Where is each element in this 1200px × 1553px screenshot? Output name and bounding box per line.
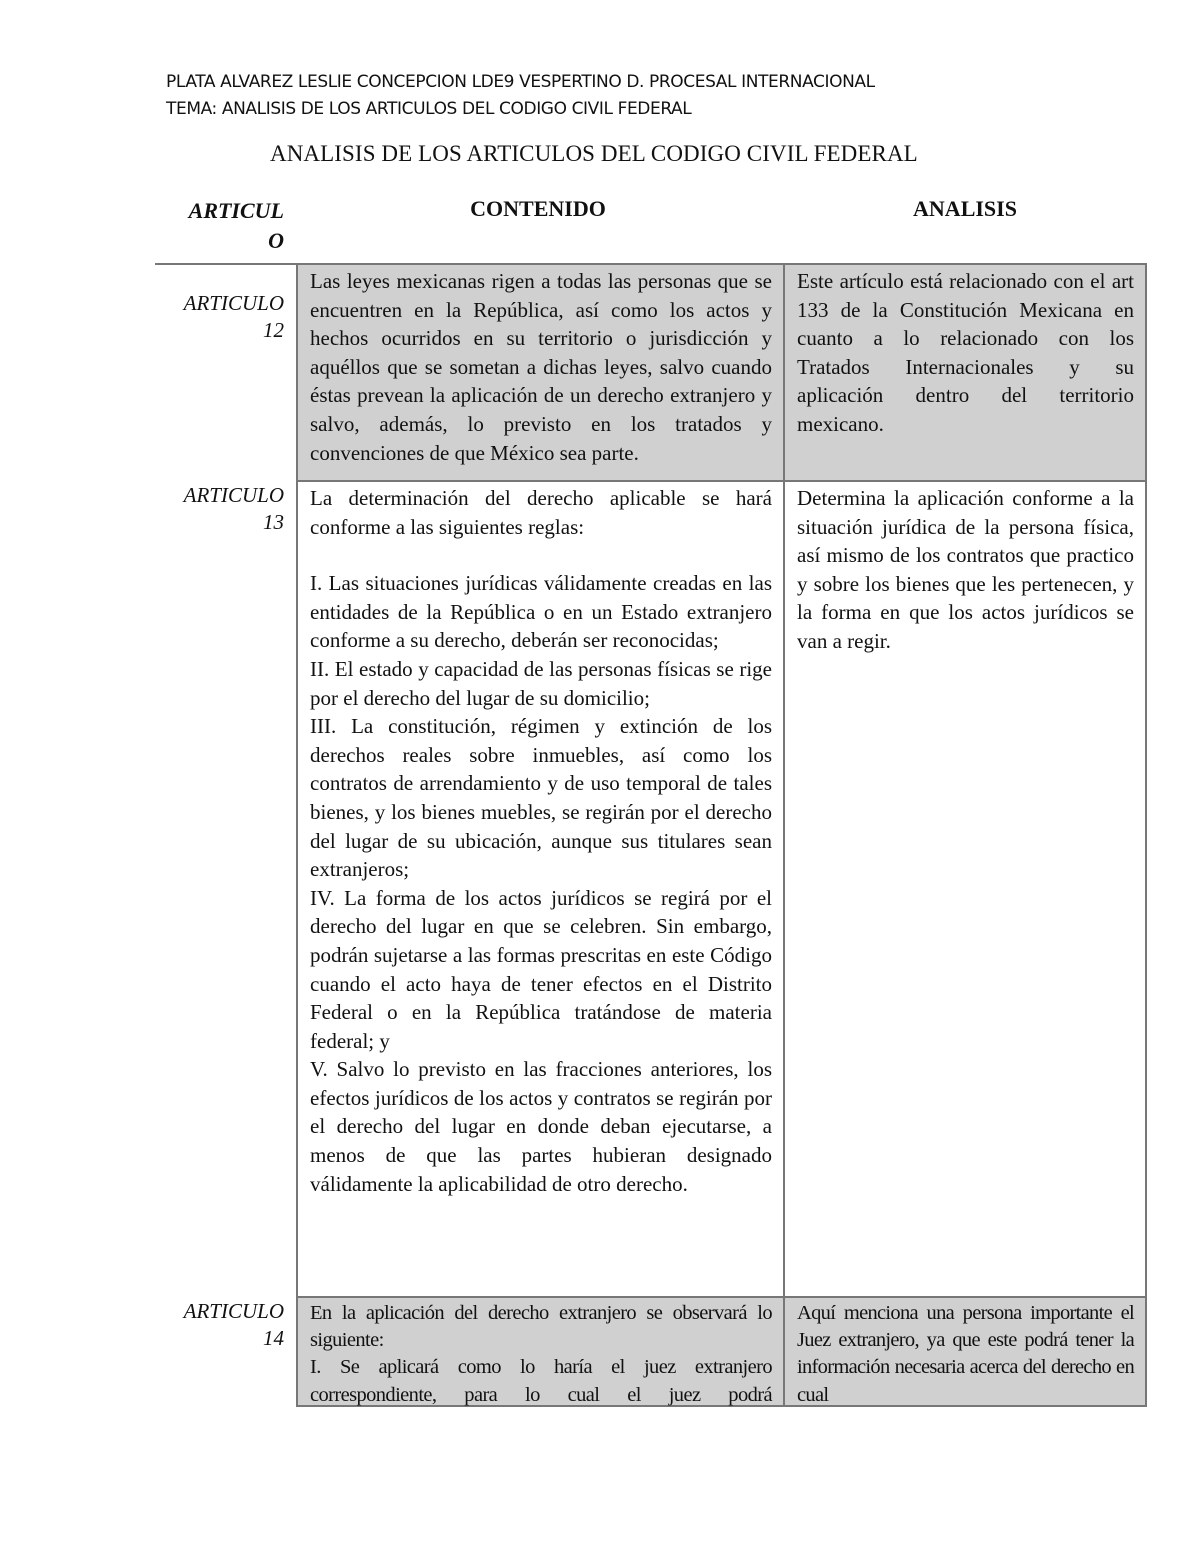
contenido-fraction-iii: III. La constitución, régimen y extinción de los derechos reales sobre inmuebles, así como los contratos de arrendamiento y de uso temporal de tales bienes, y los bienes muebles, se regirán por el derecho del lugar de su ubicación, aunque sus titulares sean extranjeros; — [310, 714, 772, 882]
contenido-fraction-ii: II. El estado y capacidad de las personas físicas se rige por el derecho del lugar de su domicilio; — [310, 656, 772, 710]
column-header-articulo-line2: O — [268, 228, 284, 253]
article-label-number: 13 — [263, 510, 284, 534]
article-label — [155, 482, 284, 536]
contenido-cell — [296, 263, 783, 480]
column-header-articulo — [160, 196, 284, 256]
document-title: ANALISIS DE LOS ARTICULOS DEL CODIGO CIVIL FEDERAL — [270, 141, 918, 166]
header-author-line: PLATA ALVAREZ LESLIE CONCEPCION LDE9 VESPERTINO D. PROCESAL INTERNACIONAL — [166, 72, 875, 92]
contenido-fraction-v: V. Salvo lo previsto en las fracciones anteriores, los efectos jurídicos de los actos y contratos se regirán por el derecho del lugar en donde deban ejecutarse, a menos de que las partes hubieran designado válidamente la aplicabilidad de otro derecho. — [310, 1057, 772, 1196]
contenido-paragraph: La determinación del derecho aplicable se hará conforme a las siguientes reglas: — [310, 486, 772, 539]
analisis-cell — [783, 480, 1147, 1296]
contenido-paragraph: En la aplicación del derecho extranjero se observará lo siguiente: — [310, 1302, 772, 1352]
table-row — [155, 480, 1147, 1296]
paragraph-gap — [310, 541, 772, 569]
contenido-fraction-i: I. Las situaciones jurídicas válidamente creadas en las entidades de la República o en un Estado extranjero conforme a su derecho, deberán ser reconocidas; — [310, 571, 772, 653]
article-label-word: ARTICULO — [183, 291, 284, 315]
contenido-cell — [296, 480, 783, 1296]
article-label — [155, 290, 284, 344]
column-header-contenido: CONTENIDO — [470, 196, 606, 221]
article-label-number: 12 — [263, 318, 284, 342]
column-header-analisis: ANALISIS — [913, 196, 1017, 221]
analisis-cell — [783, 1296, 1147, 1407]
contenido-cell — [296, 1296, 783, 1407]
article-label-number: 14 — [263, 1326, 284, 1350]
column-header-articulo-line1: ARTICUL — [188, 198, 284, 223]
analisis-paragraph: Aquí menciona una persona importante el Juez extranjero, ya que este podrá tener la información necesaria acerca del derecho en cual — [797, 1302, 1134, 1406]
analisis-cell — [783, 263, 1147, 480]
contenido-fraction-iv: IV. La forma de los actos jurídicos se regirá por el derecho del lugar en que se celebren. Sin embargo, podrán sujetarse a las formas prescritas en este Código cuando el acto haya de tener efectos en el Distrito Federal o en la República tratándose de materia federal; y — [310, 885, 772, 1053]
header-topic-line: TEMA: ANALISIS DE LOS ARTICULOS DEL CODIGO CIVIL FEDERAL — [166, 99, 692, 119]
article-label — [155, 1298, 284, 1352]
table-row — [155, 263, 1147, 480]
contenido-fraction-i: I. Se aplicará como lo haría el juez extranjero correspondiente, para lo cual el juez podrá — [310, 1356, 772, 1406]
article-label-word: ARTICULO — [183, 1299, 284, 1323]
analisis-paragraph: Este artículo está relacionado con el art 133 de la Constitución Mexicana en cuanto a lo relacionado con los Tratados Internacionales y su aplicación dentro del territorio mexicano. — [797, 269, 1134, 436]
article-label-word: ARTICULO — [183, 483, 284, 507]
analisis-paragraph: Determina la aplicación conforme a la situación jurídica de la persona física, así mismo de los contratos que practico y sobre los bienes que les pertenecen, y la forma en que los actos jurídicos se van a regir. — [797, 486, 1134, 653]
contenido-paragraph: Las leyes mexicanas rigen a todas las personas que se encuentren en la República, así como los actos y hechos ocurridos en su territorio o jurisdicción y aquéllos que se sometan a dichas leyes, salvo cuando éstas prevean la aplicación de un derecho extranjero y salvo, además, lo previsto en los tratados y convenciones de que México sea parte. — [310, 269, 772, 465]
table-row — [155, 1296, 1147, 1407]
